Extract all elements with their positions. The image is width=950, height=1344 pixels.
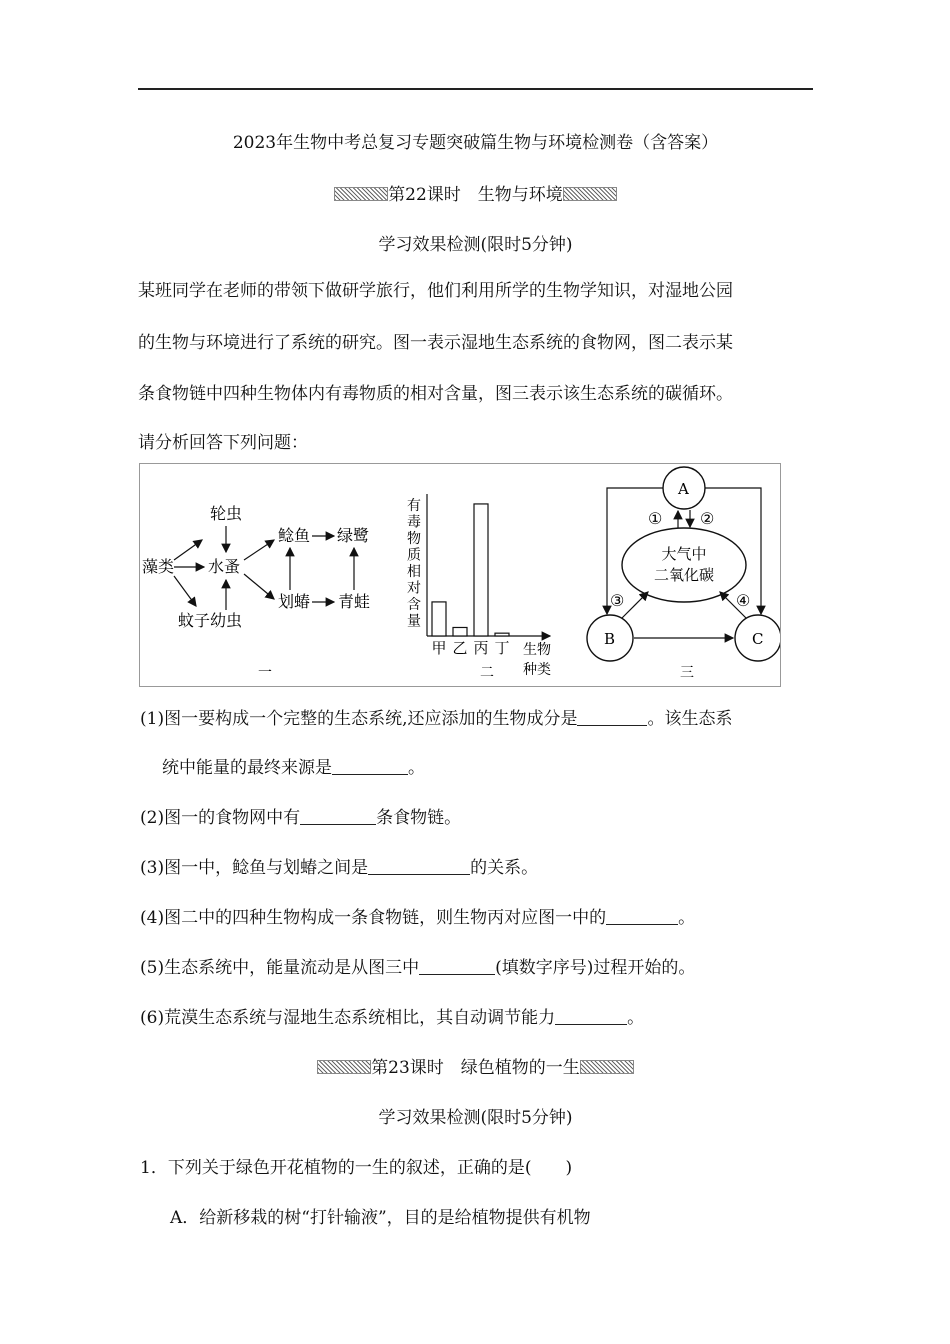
- node-a-label: A: [678, 480, 689, 498]
- bars: [432, 504, 509, 636]
- bar-1: [453, 627, 467, 636]
- question-1: [140, 704, 732, 729]
- hatch-decoration-right-23: [580, 1060, 634, 1074]
- figure-svg: [140, 464, 780, 686]
- atmosphere-co2-ellipse: [622, 528, 746, 602]
- y-axis-label-char-4: 相: [407, 564, 421, 580]
- y-axis-label-char-5: 对: [407, 580, 421, 597]
- arrow-algae-larva: [174, 576, 196, 606]
- figure-3-label: 三: [680, 665, 694, 681]
- node-egret: 绿鹭: [337, 526, 370, 545]
- question-1-blank-1[interactable]: [577, 711, 647, 726]
- question-2-text-b: 条食物链。: [376, 808, 462, 828]
- question-4: [140, 903, 695, 928]
- arrow-daphnia-catfish: [244, 540, 274, 560]
- figure-panel: [139, 463, 781, 687]
- question-1-text-b: 。该生态系: [647, 709, 733, 729]
- intro-line-1: 某班同学在老师的带领下做研学旅行，他们利用所学的生物学知识，对湿地公园: [138, 281, 733, 301]
- arrow-b-to-co2: [622, 592, 648, 618]
- arrow-daphnia-sculler: [244, 574, 274, 599]
- question-5-text-a: (5)生态系统中，能量流动是从图三中: [140, 958, 420, 978]
- node-c-label: C: [752, 630, 764, 648]
- question-5-text-b: (填数字序号)过程开始的。: [495, 958, 696, 978]
- category-label-1: 乙: [452, 639, 468, 657]
- question-3-blank[interactable]: [368, 860, 470, 875]
- process-4-label: ④: [736, 591, 751, 610]
- food-web: [142, 504, 370, 681]
- node-algae: 藻类: [142, 557, 175, 576]
- lesson-22-heading-text: 第22课时 生物与环境: [388, 185, 563, 205]
- y-axis-label-char-1: 毒: [407, 514, 421, 531]
- bar-3: [495, 633, 509, 636]
- lesson-22-subheading: 学习效果检测(限时5分钟): [378, 235, 573, 255]
- question-1-text-a: (1)图一要构成一个完整的生态系统,还应添加的生物成分是: [140, 709, 578, 729]
- arrow-algae-rotifer: [174, 540, 202, 560]
- question-4-text-a: (4)图二中的四种生物构成一条食物链，则生物丙对应图一中的: [140, 908, 607, 928]
- x-axis-label-bottom: 种类: [523, 662, 551, 678]
- question-2: [140, 803, 461, 828]
- intro-line-4: 请分析回答下列问题：: [138, 433, 308, 453]
- intro-line-3: 条食物链中四种生物体内有毒物质的相对含量，图三表示该生态系统的碳循环。: [138, 384, 733, 404]
- y-axis-label-char-2: 物: [407, 531, 421, 547]
- x-axis-label-top: 生物: [523, 642, 551, 658]
- question-3: [140, 853, 538, 878]
- question-5: [140, 953, 695, 978]
- question-1-text-c: 统中能量的最终来源是: [162, 758, 332, 778]
- hatch-decoration-right: [563, 187, 617, 201]
- y-axis-label-char-0: 有: [407, 498, 421, 514]
- y-axis-label-char-6: 含: [407, 597, 421, 613]
- lesson-23-option-a[interactable]: A．给新移栽的树“打针输液”，目的是给植物提供有机物: [170, 1208, 591, 1228]
- node-mosquito-larva: 蚊子幼虫: [178, 611, 243, 630]
- lesson-22-heading: [138, 180, 813, 205]
- node-b-label: B: [604, 630, 616, 648]
- y-axis-label-char-3: 质: [407, 547, 421, 564]
- lesson-23-question-1: 1．下列关于绿色开花植物的一生的叙述，正确的是( ): [140, 1158, 573, 1178]
- question-3-text-a: (3)图一中，鲶鱼与划蝽之间是: [140, 858, 369, 878]
- question-6-blank[interactable]: [555, 1010, 627, 1025]
- question-2-blank[interactable]: [300, 810, 376, 825]
- atmosphere-label-1: 大气中: [661, 545, 707, 563]
- process-1-label: ①: [648, 509, 663, 528]
- lesson-23-subheading: 学习效果检测(限时5分钟): [378, 1108, 573, 1128]
- figure-2-label: 二: [480, 665, 494, 681]
- question-4-text-b: 。: [678, 908, 696, 928]
- node-rotifer: 轮虫: [210, 504, 243, 523]
- question-1-blank-2[interactable]: [332, 760, 408, 775]
- top-rule: [138, 88, 813, 90]
- question-6: [140, 1003, 644, 1028]
- question-6-text-b: 。: [627, 1008, 645, 1028]
- hatch-decoration-left-23: [317, 1060, 371, 1074]
- question-1-text-d: 。: [408, 758, 425, 778]
- question-1-continued: [162, 753, 425, 778]
- question-2-text-a: (2)图一的食物网中有: [140, 808, 301, 828]
- category-label-3: 丁: [494, 639, 510, 657]
- node-frog: 青蛙: [338, 592, 371, 611]
- category-labels: [431, 639, 509, 657]
- lesson-23-heading-text: 第23课时 绿色植物的一生: [371, 1058, 580, 1078]
- document-title: 2023年生物中考总复习专题突破篇生物与环境检测卷（含答案）: [232, 133, 719, 153]
- process-2-label: ②: [700, 509, 715, 528]
- category-label-0: 甲: [431, 639, 447, 657]
- bar-0: [432, 602, 446, 636]
- carbon-cycle: [587, 467, 780, 681]
- lesson-23-heading: [138, 1053, 813, 1078]
- y-axis-label-char-7: 量: [407, 613, 421, 630]
- question-4-blank[interactable]: [606, 910, 678, 925]
- atmosphere-label-2: 二氧化碳: [653, 566, 715, 584]
- intro-line-2: 的生物与环境进行了系统的研究。图一表示湿地生态系统的食物网，图二表示某: [138, 333, 733, 353]
- question-3-text-b: 的关系。: [470, 858, 539, 878]
- y-axis-label: [407, 498, 421, 630]
- node-daphnia: 水蚤: [208, 557, 241, 576]
- question-5-blank[interactable]: [419, 960, 495, 975]
- process-3-label: ③: [610, 591, 625, 610]
- node-water-boatman: 划蝽: [278, 592, 311, 611]
- category-label-2: 丙: [473, 639, 489, 657]
- node-catfish: 鲶鱼: [278, 526, 311, 545]
- figure-1-label: 一: [258, 665, 272, 681]
- bar-2: [474, 504, 488, 636]
- hatch-decoration-left: [334, 187, 388, 201]
- question-6-text-a: (6)荒漠生态系统与湿地生态系统相比，其自动调节能力: [140, 1008, 556, 1028]
- toxin-bar-chart: [407, 494, 551, 681]
